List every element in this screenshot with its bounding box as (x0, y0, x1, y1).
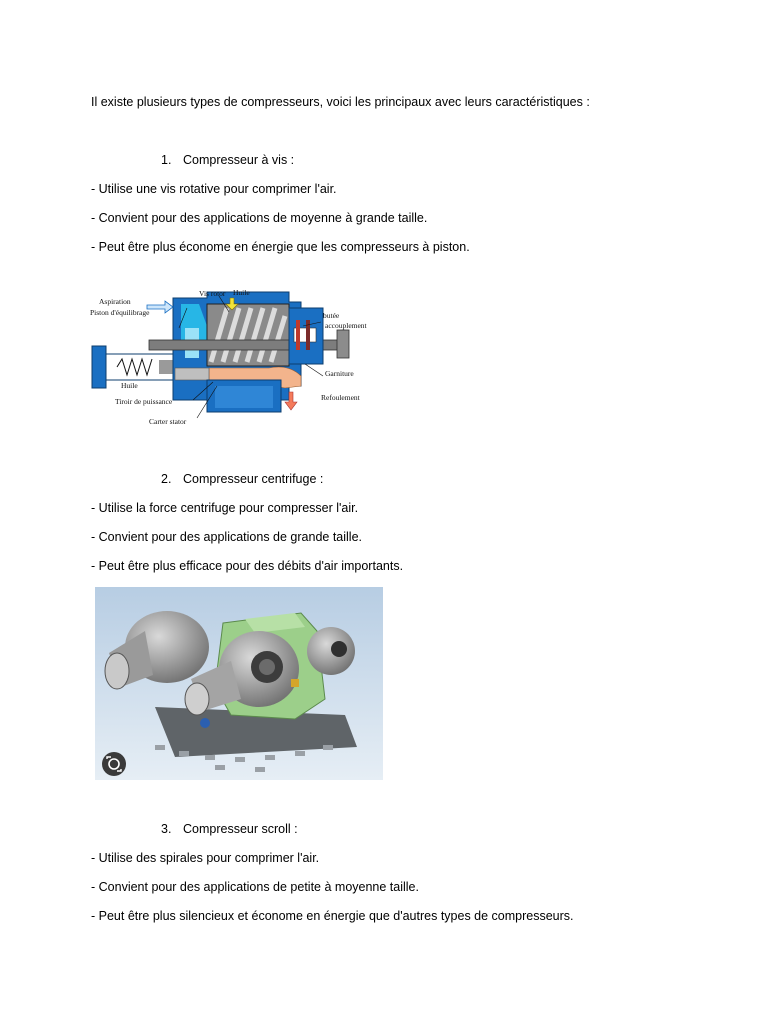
label-butee: butée (323, 311, 340, 320)
label-vis-rotor: Vis rotor (199, 289, 226, 298)
bullet-line: - Peut être plus silencieux et économe en énergie que d'autres types de compresseurs. (91, 909, 574, 923)
section-heading-centrifugal (161, 471, 323, 487)
bullet-line: - Utilise des spirales pour comprimer l'air. (91, 851, 320, 865)
label-aspiration: Aspiration (99, 297, 131, 306)
label-huile-bottom: Huile (121, 381, 138, 390)
section-number: 2. (161, 472, 172, 486)
bullet-line: - Convient pour des applications de grande taille. (91, 530, 363, 544)
bullet-line: - Convient pour des applications de moyenne à grande taille. (91, 211, 428, 225)
label-garniture: Garniture (325, 369, 354, 378)
screw-compressor-diagram (89, 268, 383, 432)
section-number: 3. (161, 822, 172, 836)
label-refoulement: Refoulement (321, 393, 360, 402)
section-title: Compresseur scroll : (183, 822, 298, 836)
centrifugal-compressor-render (95, 587, 383, 780)
section-title: Compresseur centrifuge : (183, 472, 324, 486)
section-number: 1. (161, 153, 172, 167)
label-accouplement: accouplement (325, 321, 367, 330)
bullet-line: - Utilise la force centrifuge pour compresser l'air. (91, 501, 359, 515)
label-huile-top: Huile (233, 288, 250, 297)
intro-paragraph: Il existe plusieurs types de compresseurs, voici les principaux avec leurs caractéristiques : (91, 95, 590, 109)
lens-search-icon[interactable] (102, 752, 126, 776)
label-carter: Carter stator (149, 417, 187, 426)
bullet-line: - Utilise une vis rotative pour comprimer l'air. (91, 182, 337, 196)
label-tiroir: Tiroir de puissance (115, 397, 173, 406)
bullet-line: - Convient pour des applications de petite à moyenne taille. (91, 880, 419, 894)
section-heading-screw (161, 152, 294, 168)
label-piston: Piston d'équilibrage (90, 308, 150, 317)
bullet-line: - Peut être plus économe en énergie que les compresseurs à piston. (91, 240, 470, 254)
bullet-line: - Peut être plus efficace pour des débits d'air importants. (91, 559, 404, 573)
section-title: Compresseur à vis : (183, 153, 295, 167)
section-heading-scroll (161, 821, 298, 837)
